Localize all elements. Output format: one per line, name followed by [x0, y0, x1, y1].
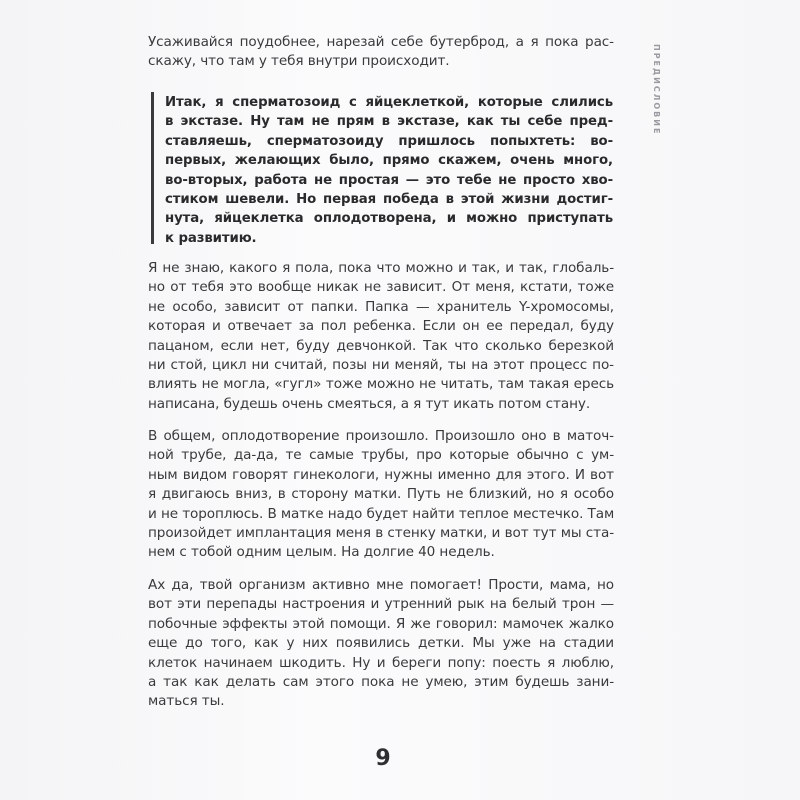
text-line: нута, яйцеклетка оплодотворена, и можно приступать — [165, 211, 613, 227]
text-line: ным видом говорят гинекологи, нужны именно для этого. И вот — [148, 466, 614, 483]
text-line: скажу, что там у тебя внутри происходит. — [148, 53, 450, 70]
text-line: в экстазе. Ну там не прям в экстазе, как ты себе пред- — [165, 114, 613, 130]
text-line: не особо, зависит от папки. Папка — хранитель Y-хромосомы, — [148, 298, 614, 315]
paragraph-4 — [148, 576, 614, 712]
paragraph-2 — [148, 259, 614, 414]
text-line: побочные эффекты этой помощи. Я же говорил: мамочек жалко — [148, 615, 614, 632]
text-line: первых, желающих было, прямо скажем, очень много, — [165, 153, 613, 169]
text-line: ной трубе, да-да, те самые трубы, про которые обычно с ум- — [148, 447, 614, 464]
text-line: во-вторых, работа не простая — это тебе не просто хво- — [165, 172, 613, 188]
text-line: а так как делать сам этого пока не умею, этим будешь зани- — [148, 673, 614, 690]
text-line: я двигаюсь вниз, в сторону матки. Путь не близкий, но я особо — [148, 486, 614, 503]
paragraph-intro — [148, 33, 614, 72]
text-line: маться ты. — [148, 693, 225, 710]
text-line: В общем, оплодотворение произошло. Произошло оно в маточ- — [148, 428, 614, 444]
paragraph-quote — [165, 93, 613, 248]
text-line: клеток начинаем шкодить. Ну и береги попу: поесть я люблю, — [148, 654, 614, 671]
quote-bar — [151, 92, 154, 244]
text-line: еще до того, как у них появились детки. Мы уже на стадии — [148, 635, 614, 652]
section-label: ПРЕДИСЛОВИЕ — [652, 44, 661, 136]
text-line: к развитию. — [165, 230, 257, 246]
text-line: Итак, я сперматозоид с яйцеклеткой, которые слились — [165, 95, 613, 110]
text-line: стиком шевели. Но первая победа в этой жизни достиг- — [165, 191, 613, 207]
text-line: нем с тобой одним целым. На долгие 40 недель. — [148, 544, 495, 561]
text-line: вот эти перепады настроения и утренний рык на белый трон — — [148, 596, 614, 613]
text-line: ставляешь, сперматозоиду пришлось попыхтеть: во- — [165, 133, 613, 149]
text-line: Усаживайся поудобнее, нарезай себе бутерброд, а я пока рас- — [148, 34, 614, 50]
text-line: которая и отвечает за пол ребенка. Если он ее передал, буду — [148, 318, 614, 335]
text-line: Я не знаю, какого я пола, пока что можно и так, и так, глобаль- — [148, 260, 614, 276]
text-line: ни стой, цикл ни считай, позы ни меняй, ты на этот процесс по- — [148, 356, 614, 373]
text-line: пацаном, если нет, буду девчонкой. Так что сколько березкой — [148, 337, 614, 354]
text-line: и не тороплюсь. В матке надо будет найти теплое местечко. Там — [148, 505, 615, 522]
text-line: произойдет имплантация меня в стенку матки, и вот тут мы ста- — [148, 524, 614, 541]
text-line: но от тебя это вообще никак не зависит. От меня, кстати, тоже — [148, 279, 614, 296]
page-number: 9 — [375, 746, 391, 771]
text-line: написана, будешь очень смеяться, а я тут икать потом стану. — [148, 395, 591, 412]
paragraph-3 — [148, 427, 614, 563]
text-line: влиять не могла, «гугл» тоже можно не читать, там такая ересь — [148, 376, 614, 393]
text-line: Ах да, твой организм активно мне помогает! Прости, мама, но — [148, 577, 614, 593]
